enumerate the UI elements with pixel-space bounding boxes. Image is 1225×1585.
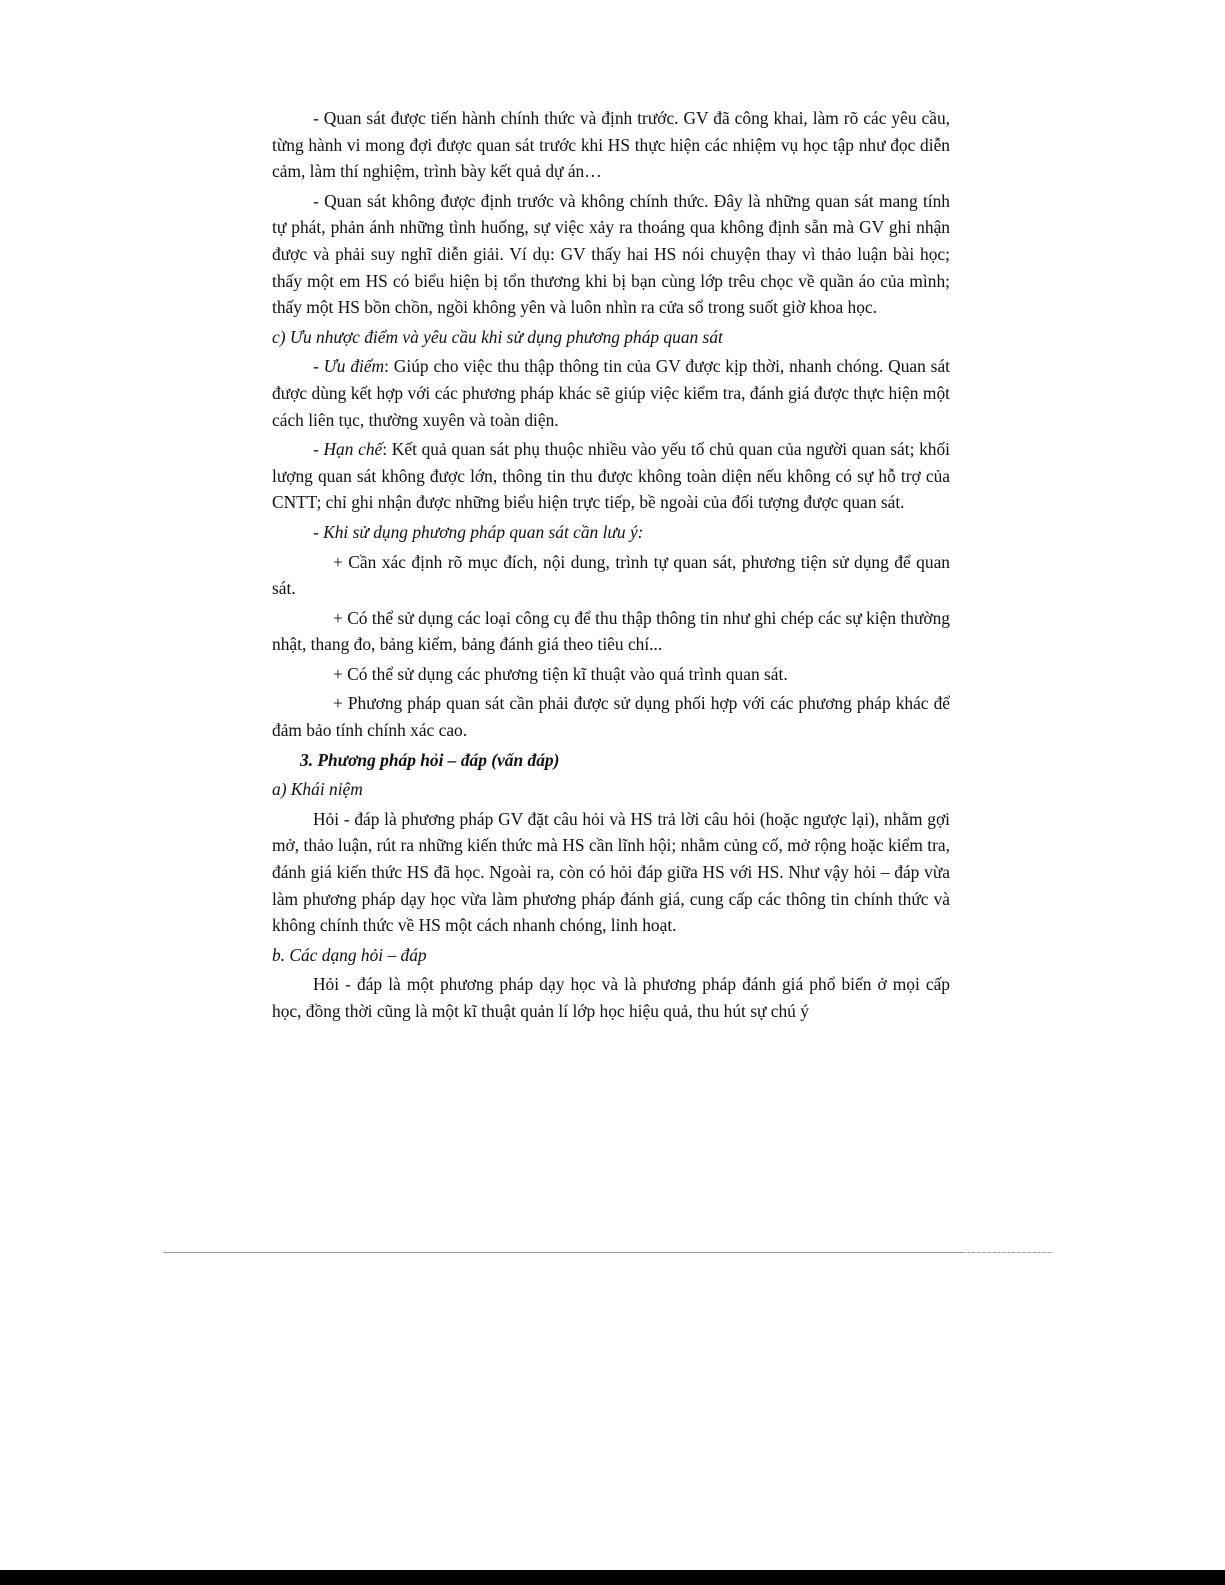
dash: - bbox=[313, 439, 324, 460]
advantages-label: Ưu điểm bbox=[323, 356, 385, 377]
bullet-combine-methods: + Phương pháp quan sát cần phải được sử dụng phối hợp với các phương pháp khác để đảm bảo tính chính xác cao. bbox=[272, 693, 950, 741]
bullet-purpose: + Cần xác định rõ mục đích, nội dung, trình tự quan sát, phương tiện sử dụng để quan sát. bbox=[272, 551, 950, 599]
advantages-text: : Giúp cho việc thu thập thông tin của GV được kịp thời, nhanh chóng. Quan sát được dùng kết hợp với các phương pháp khác sẽ giúp việc kiểm tra, đánh giá được thực hiện một cách liên tục, thường xuyên và toàn diện. bbox=[272, 356, 950, 430]
paragraph-limitations bbox=[272, 436, 950, 516]
limitations-label: Hạn chế bbox=[323, 439, 383, 460]
page-divider-end bbox=[965, 1252, 1053, 1253]
heading-section-3: 3. Phương pháp hỏi – đáp (vấn đáp) bbox=[300, 749, 560, 770]
heading-pros-cons: c) Ưu nhược điểm và yêu cầu khi sử dụng phương pháp quan sát bbox=[272, 326, 723, 347]
bottom-edge-band bbox=[0, 1570, 1225, 1585]
bullet-technical-means: + Có thể sử dụng các phương tiện kĩ thuật vào quá trình quan sát. bbox=[333, 663, 788, 684]
bullet-tools: + Có thể sử dụng các loại công cụ để thu thập thông tin như ghi chép các sự kiện thường nhật, thang đo, bảng kiểm, bảng đánh giá theo tiêu chí... bbox=[272, 607, 950, 655]
paragraph-qa-definition: Hỏi - đáp là phương pháp GV đặt câu hỏi và HS trả lời câu hỏi (hoặc ngược lại), nhằm gợi mở, thảo luận, rút ra những kiến thức mà HS cần lĩnh hội; nhằm củng cố, mở rộng hoặc kiểm tra, đánh giá kiến thức HS đã học. Ngoài ra, còn có hỏi đáp giữa HS với HS. Như vậy hỏi – đáp vừa làm phương pháp dạy học vừa làm phương pháp đánh giá, cung cấp các thông tin chính thức và không chính thức về HS một cách nhanh chóng, linh hoạt. bbox=[272, 808, 950, 936]
paragraph-usage-notes: - Khi sử dụng phương pháp quan sát cần lưu ý: bbox=[313, 521, 644, 542]
paragraph-qa-types: Hỏi - đáp là một phương pháp dạy học và là phương pháp đánh giá phổ biến ở mọi cấp học, đồng thời cũng là một kĩ thuật quản lí lớp học hiệu quả, thu hút sự chú ý bbox=[272, 974, 950, 1021]
heading-concept: a) Khái niệm bbox=[272, 779, 363, 800]
paragraph-formal-observation: - Quan sát được tiến hành chính thức và định trước. GV đã công khai, làm rõ các yêu cầu, từng hành vi mong đợi được quan sát trước khi HS thực hiện các nhiệm vụ học tập như đọc diễn cảm, làm thí nghiệm, trình bày kết quả dự án… bbox=[272, 108, 950, 182]
heading-qa-types: b. Các dạng hỏi – đáp bbox=[272, 944, 427, 965]
document-body bbox=[272, 105, 950, 1028]
limitations-text: : Kết quả quan sát phụ thuộc nhiều vào yếu tố chủ quan của người quan sát; khối lượng quan sát không được lớn, thông tin thu được không toàn diện nếu không có sự hỗ trợ của CNTT; chỉ ghi nhận được những biểu hiện trực tiếp, bề ngoài của đối tượng được quan sát. bbox=[272, 439, 951, 513]
paragraph-informal-observation: - Quan sát không được định trước và không chính thức. Đây là những quan sát mang tính tự phát, phản ánh những tình huống, sự việc xảy ra thoáng qua không định sẵn mà GV ghi nhận được và phải suy nghĩ diễn giải. Ví dụ: GV thấy hai HS nói chuyện thay vì thảo luận bài học; thấy một em HS có biểu hiện bị tổn thương khi bị bạn cùng lớp trêu chọc về quần áo của mình; thấy một HS bồn chồn, ngồi không yên và luôn nhìn ra cửa sổ trong suốt giờ khoa học. bbox=[272, 190, 950, 318]
paragraph-advantages bbox=[272, 353, 950, 433]
page-divider bbox=[163, 1252, 1053, 1253]
dash: - bbox=[313, 356, 324, 377]
